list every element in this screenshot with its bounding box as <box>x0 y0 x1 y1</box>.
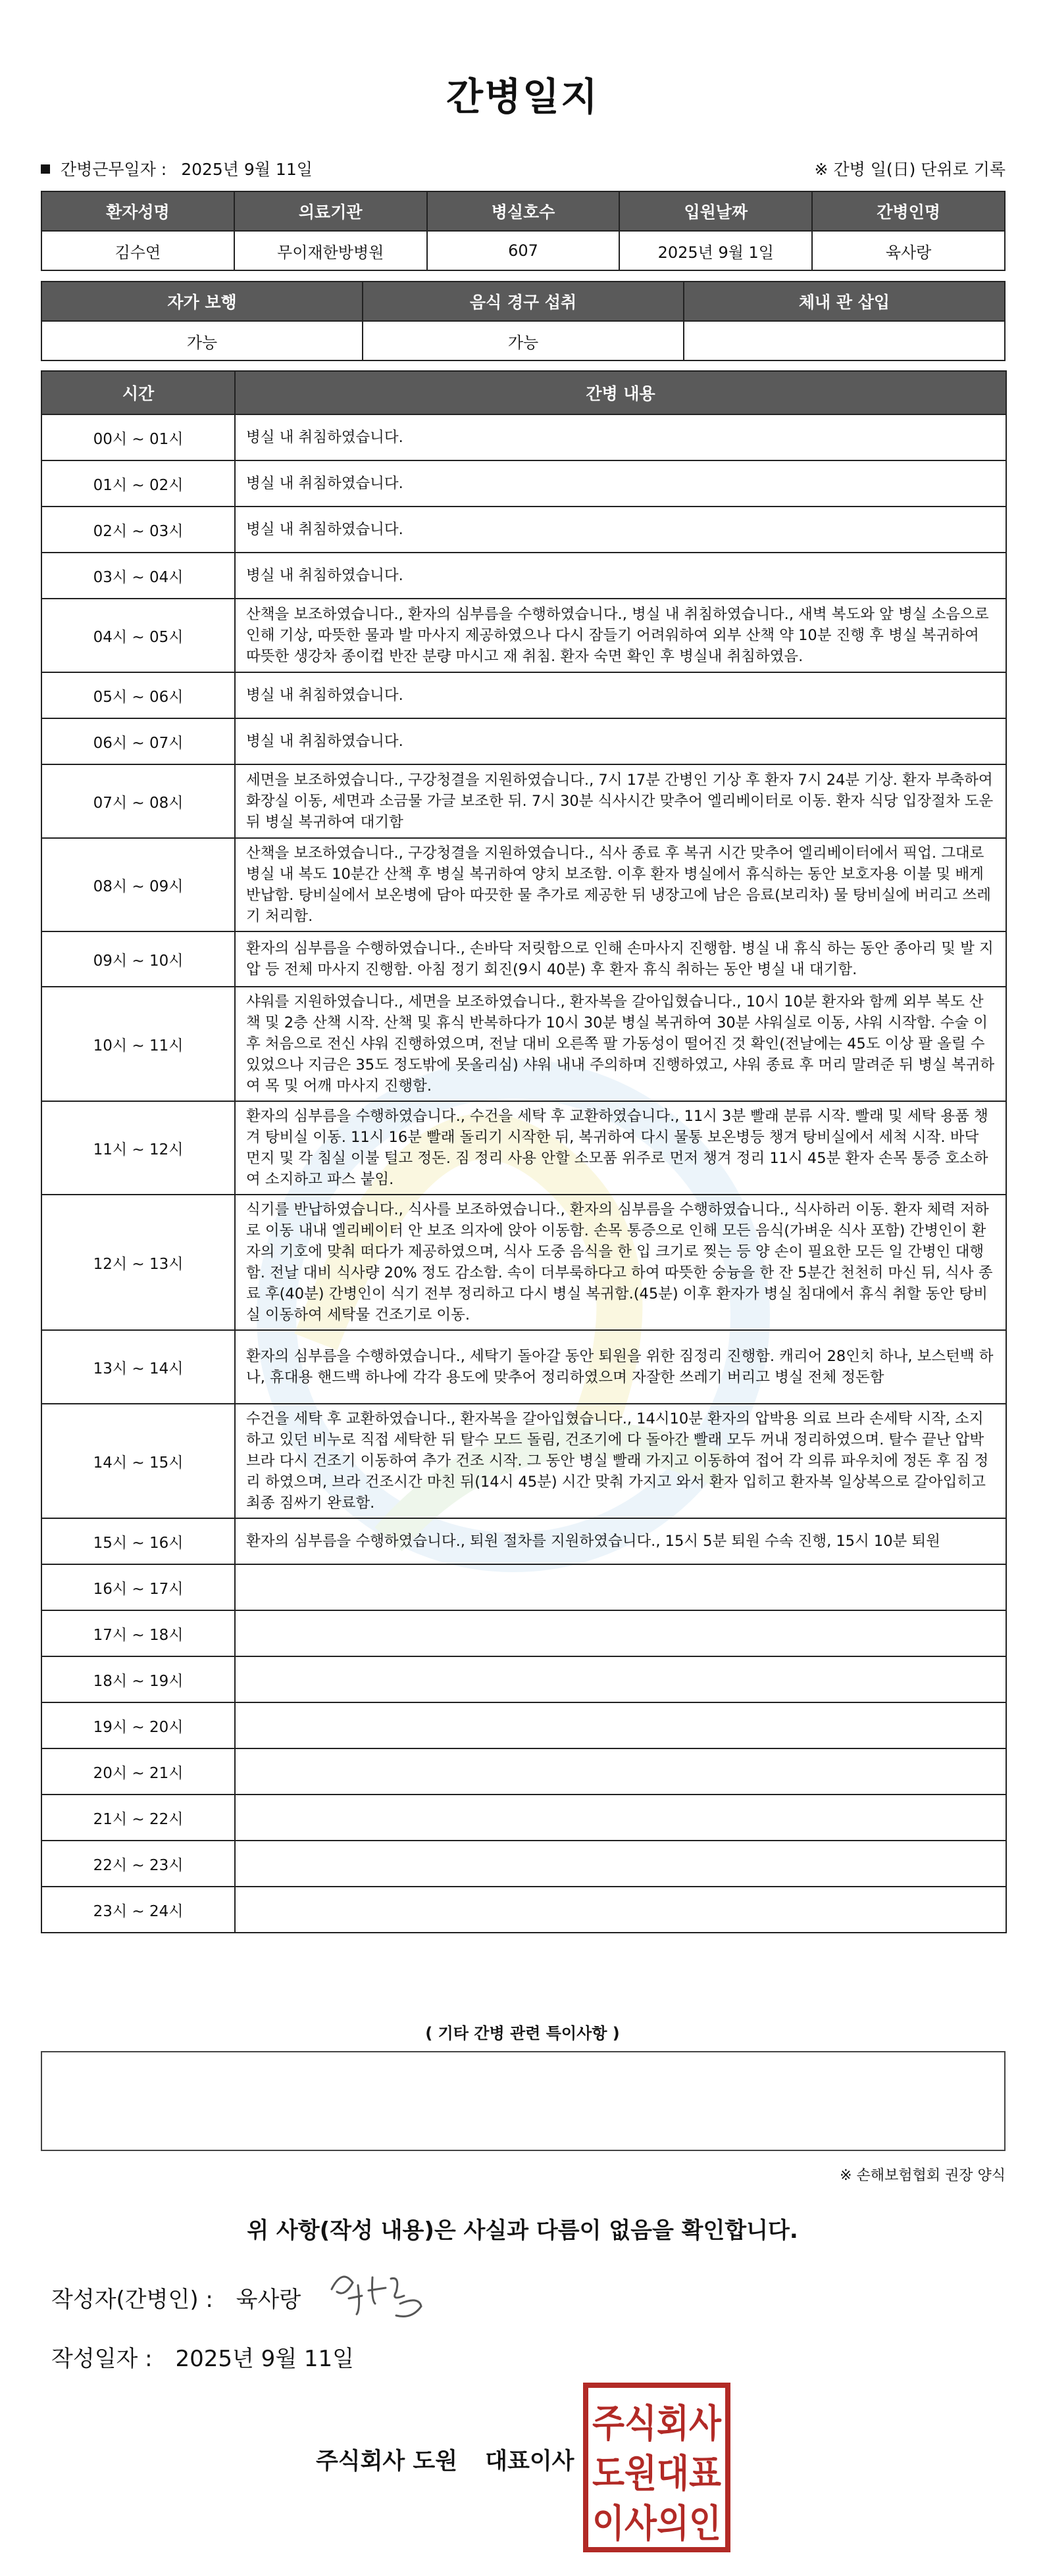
log-time: 06시 ~ 07시 <box>41 718 235 764</box>
log-content <box>235 1610 1006 1656</box>
log-content: 수건을 세탁 후 교환하였습니다., 환자복을 갈아입혔습니다., 14시10분 환자의 압박용 의료 브라 손세탁 시작, 소지하고 있던 비누로 직접 세탁한 뒤 탈수 모드 돌림, 건조기에 다 돌아간 빨래 모두 꺼내 정리하였으며. 탈수 끝난 압박 브라 다시 건조기 이동하여 추가 건조 시작. 그 동안 병실 빨래 가지고 이동하여 접어 각 의류 파우치에 정돈 후 짐 정리 하였으며, 브라 건조시간 마친 뒤(14시 45분) 시간 맞춰 가지고 와서 환자 입히고 환자복 일상복으로 갈아입히고 최종 짐싸기 완료함. <box>235 1404 1006 1518</box>
header-self-walking: 자가 보행 <box>41 282 363 321</box>
info-value-row <box>41 231 1005 270</box>
self-walking-value: 가능 <box>41 321 363 360</box>
header-caregiver-name: 간병인명 <box>812 191 1005 231</box>
header-admission-date: 입원날짜 <box>619 191 812 231</box>
log-time: 17시 ~ 18시 <box>41 1610 235 1656</box>
log-content <box>235 1702 1006 1748</box>
info-header-row <box>41 191 1005 231</box>
log-content <box>235 1841 1006 1887</box>
log-time: 21시 ~ 22시 <box>41 1795 235 1841</box>
log-content: 병실 내 취침하였습니다. <box>235 718 1006 764</box>
log-row <box>41 1404 1006 1518</box>
square-bullet-icon <box>41 164 50 174</box>
log-time: 08시 ~ 09시 <box>41 838 235 931</box>
log-content: 산책을 보조하였습니다., 환자의 심부름을 수행하였습니다., 병실 내 취침하였습니다., 새벽 복도와 앞 병실 소음으로 인해 기상, 따뜻한 물과 발 마사지 제공하였으나 다시 잠들기 어려워하여 외부 산책 약 10분 진행 후 병실 복귀하여 따뜻한 생강차 종이컵 반잔 분량 마시고 재 취침. 환자 숙면 확인 후 병실내 취침하였음. <box>235 599 1006 672</box>
log-time: 23시 ~ 24시 <box>41 1887 235 1933</box>
log-content: 병실 내 취침하였습니다. <box>235 507 1006 553</box>
log-content: 샤워를 지원하였습니다., 세면을 보조하였습니다., 환자복을 갈아입혔습니다., 10시 10분 환자와 함께 외부 복도 산책 및 2층 산책 시작. 산책 및 휴식 반복하다가 10시 30분 병실 복귀하여 30분 샤워실로 이동, 샤워 시작함. 수술 이후 처음으로 전신 샤워 진행하였으며, 전날 대비 오른쪽 팔 가동성이 떨어진 것 확인(전날에는 45도 이상 팔 올릴 수 있었으나 지금은 35도 정도밖에 못올리심) 샤워 내내 주의하며 진행하였고, 샤워 종료 후 머리 말려준 뒤 병실 복귀하여 목 및 어깨 마사지 진행함. <box>235 987 1006 1101</box>
handwritten-signature <box>322 2263 434 2322</box>
log-row <box>41 987 1006 1101</box>
log-content <box>235 1656 1006 1702</box>
log-header-row <box>41 371 1006 414</box>
written-date-value: 2025년 9월 11일 <box>175 2346 355 2372</box>
work-date <box>41 157 313 180</box>
writer-line <box>51 2281 301 2314</box>
company-role: 대표이사 <box>485 2448 574 2475</box>
header-hospital: 의료기관 <box>234 191 427 231</box>
log-time: 10시 ~ 11시 <box>41 987 235 1101</box>
company-name: 주식회사 도원 <box>316 2448 458 2475</box>
care-value-row <box>41 321 1005 360</box>
company-seal-stamp <box>582 2381 732 2554</box>
source-note: ※ 손해보험협회 권장 양식 <box>840 2167 1006 2184</box>
log-time: 20시 ~ 21시 <box>41 1748 235 1795</box>
header-time: 시간 <box>41 371 235 414</box>
meta-row <box>41 157 1006 183</box>
caregiver-name: 육사랑 <box>812 231 1005 270</box>
log-row <box>41 1702 1006 1748</box>
log-time: 12시 ~ 13시 <box>41 1195 235 1330</box>
log-time: 00시 ~ 01시 <box>41 414 235 460</box>
log-time: 18시 ~ 19시 <box>41 1656 235 1702</box>
svg-text:주식회사: 주식회사 <box>592 2401 722 2446</box>
work-date-label: 간병근무일자 : <box>60 160 167 179</box>
tube-insertion-value <box>684 321 1005 360</box>
log-row <box>41 507 1006 553</box>
log-row <box>41 599 1006 672</box>
header-room-number: 병실호수 <box>427 191 620 231</box>
svg-text:도원대표: 도원대표 <box>592 2451 721 2496</box>
log-row <box>41 1518 1006 1564</box>
header-patient-name: 환자성명 <box>41 191 234 231</box>
company-line <box>316 2443 574 2476</box>
oral-intake-value: 가능 <box>363 321 684 360</box>
log-content: 환자의 심부름을 수행하였습니다., 수건을 세탁 후 교환하였습니다., 11시 3분 빨래 분류 시작. 빨래 및 세탁 용품 챙겨 탕비실 이동. 11시 16분 빨래 돌리기 시작한 뒤, 복귀하여 다시 물통 보온병등 챙겨 탕비실에서 세척 시작. 바닥 먼지 및 각 침실 이불 털고 정돈. 짐 정리 사용 안할 소모품 위주로 먼저 챙겨 정리 11시 45분 환자 손목 통증 호소하여 소지하고 파스 붙임. <box>235 1101 1006 1195</box>
log-time: 16시 ~ 17시 <box>41 1564 235 1610</box>
written-date-label: 작성일자 : <box>51 2346 153 2372</box>
log-content <box>235 1748 1006 1795</box>
room-number: 607 <box>427 231 620 270</box>
log-time: 15시 ~ 16시 <box>41 1518 235 1564</box>
care-status-table <box>41 281 1006 361</box>
log-row <box>41 1795 1006 1841</box>
log-time: 14시 ~ 15시 <box>41 1404 235 1518</box>
log-row <box>41 1841 1006 1887</box>
remarks-box <box>41 2051 1006 2151</box>
log-time: 19시 ~ 20시 <box>41 1702 235 1748</box>
log-content <box>235 1887 1006 1933</box>
confirmation-statement: 위 사항(작성 내용)은 사실과 다름이 없음을 확인합니다. <box>247 2217 798 2244</box>
log-row <box>41 838 1006 931</box>
log-row <box>41 553 1006 599</box>
log-row <box>41 1887 1006 1933</box>
log-row <box>41 1748 1006 1795</box>
log-row <box>41 1101 1006 1195</box>
log-time: 02시 ~ 03시 <box>41 507 235 553</box>
log-row <box>41 672 1006 718</box>
care-log-table <box>41 370 1007 1933</box>
care-header-row <box>41 282 1005 321</box>
log-row <box>41 1610 1006 1656</box>
log-content: 세면을 보조하였습니다., 구강청결을 지원하였습니다., 7시 17분 간병인 기상 후 환자 7시 24분 기상. 환자 부축하여 화장실 이동, 세면과 소금물 가글 보조한 뒤. 7시 30분 식사시간 맞추어 엘리베이터로 이동. 환자 식당 입장절차 도운 뒤 병실 복귀하여 대기함 <box>235 764 1006 838</box>
log-time: 04시 ~ 05시 <box>41 599 235 672</box>
log-content: 환자의 심부름을 수행하였습니다., 퇴원 절차를 지원하였습니다., 15시 5분 퇴원 수속 진행, 15시 10분 퇴원 <box>235 1518 1006 1564</box>
log-row <box>41 718 1006 764</box>
log-content: 병실 내 취침하였습니다. <box>235 414 1006 460</box>
log-time: 11시 ~ 12시 <box>41 1101 235 1195</box>
log-time: 22시 ~ 23시 <box>41 1841 235 1887</box>
log-time: 07시 ~ 08시 <box>41 764 235 838</box>
log-content: 병실 내 취침하였습니다. <box>235 553 1006 599</box>
hospital-name: 무이재한방병원 <box>234 231 427 270</box>
writer-label: 작성자(간병인) : <box>51 2287 213 2313</box>
header-oral-intake: 음식 경구 섭취 <box>363 282 684 321</box>
page-title: 간병일지 <box>446 74 599 119</box>
log-content: 환자의 심부름을 수행하였습니다., 세탁기 돌아갈 동안 퇴원을 위한 짐정리 진행함. 캐리어 28인치 하나, 보스턴백 하나, 휴대용 핸드백 하나에 각각 용도에 맞추어 정리하였으며 자잘한 쓰레기 버리고 병실 전체 정돈함 <box>235 1330 1006 1404</box>
log-time: 03시 ~ 04시 <box>41 553 235 599</box>
log-time: 01시 ~ 02시 <box>41 460 235 507</box>
log-content: 산책을 보조하였습니다., 구강청결을 지원하였습니다., 식사 종료 후 복귀 시간 맞추어 엘리베이터에서 픽업. 그대로 병실 내 복도 10분간 산책 후 병실 복귀하여 양치 보조함. 이후 환자 병실에서 휴식하는 동안 보호자용 이불 및 배게 반납함. 탕비실에서 보온병에 담아 따끗한 물 추가로 제공한 뒤 냉장고에 남은 음료(보리차) 물 탕비실에 버리고 쓰레기 처리함. <box>235 838 1006 931</box>
log-body <box>41 414 1006 1933</box>
log-content: 환자의 심부름을 수행하였습니다., 손바닥 저릿함으로 인해 손마사지 진행함. 병실 내 휴식 하는 동안 종아리 및 발 지압 등 전체 마사지 진행함. 아침 정기 회진(9시 40분) 후 환자 휴식 취하는 동안 병실 내 대기함. <box>235 931 1006 987</box>
work-date-value: 2025년 9월 11일 <box>181 160 313 179</box>
unit-note: ※ 간병 일(日) 단위로 기록 <box>814 160 1006 179</box>
written-date-line <box>51 2341 354 2373</box>
log-row <box>41 1330 1006 1404</box>
log-time: 05시 ~ 06시 <box>41 672 235 718</box>
log-content: 병실 내 취침하였습니다. <box>235 672 1006 718</box>
log-row <box>41 414 1006 460</box>
log-time: 13시 ~ 14시 <box>41 1330 235 1404</box>
log-content <box>235 1795 1006 1841</box>
header-care-content: 간병 내용 <box>235 371 1006 414</box>
patient-name: 김수연 <box>41 231 234 270</box>
log-time: 09시 ~ 10시 <box>41 931 235 987</box>
writer-name: 육사랑 <box>236 2287 301 2313</box>
log-row <box>41 1564 1006 1610</box>
svg-text:이사의인: 이사의인 <box>592 2501 721 2546</box>
log-row <box>41 931 1006 987</box>
log-row <box>41 460 1006 507</box>
log-content: 병실 내 취침하였습니다. <box>235 460 1006 507</box>
log-row <box>41 1195 1006 1330</box>
remarks-title: ( 기타 간병 관련 특이사항 ) <box>425 2024 620 2043</box>
patient-info-table <box>41 191 1006 271</box>
log-row <box>41 764 1006 838</box>
log-row <box>41 1656 1006 1702</box>
log-content: 식기를 반납하였습니다., 식사를 보조하였습니다., 환자의 심부름을 수행하였습니다., 식사하러 이동. 환자 체력 저하로 이동 내내 엘리베이터 안 보조 의자에 앉아 이동함. 손목 통증으로 인해 모든 음식(가벼운 식사 포함) 간병인이 환자의 기호에 맞춰 떠다가 제공하였으며, 식사 도중 음식을 한 입 크기로 찢는 등 양 손이 필요한 모든 일 간병인 대행함. 전날 대비 식사량 20% 정도 감소함. 속이 더부룩하다고 하여 따뜻한 숭늉을 한 잔 5분간 천천히 마신 뒤, 식사 종료 후(40분) 간병인이 식기 전부 정리하고 다시 병실 복귀함.(45분) 이후 환자가 병실 침대에서 휴식 취할 동안 탕비실 이동하여 세탁물 건조기로 이동. <box>235 1195 1006 1330</box>
admission-date: 2025년 9월 1일 <box>619 231 812 270</box>
header-tube-insertion: 체내 관 삽입 <box>684 282 1005 321</box>
log-content <box>235 1564 1006 1610</box>
